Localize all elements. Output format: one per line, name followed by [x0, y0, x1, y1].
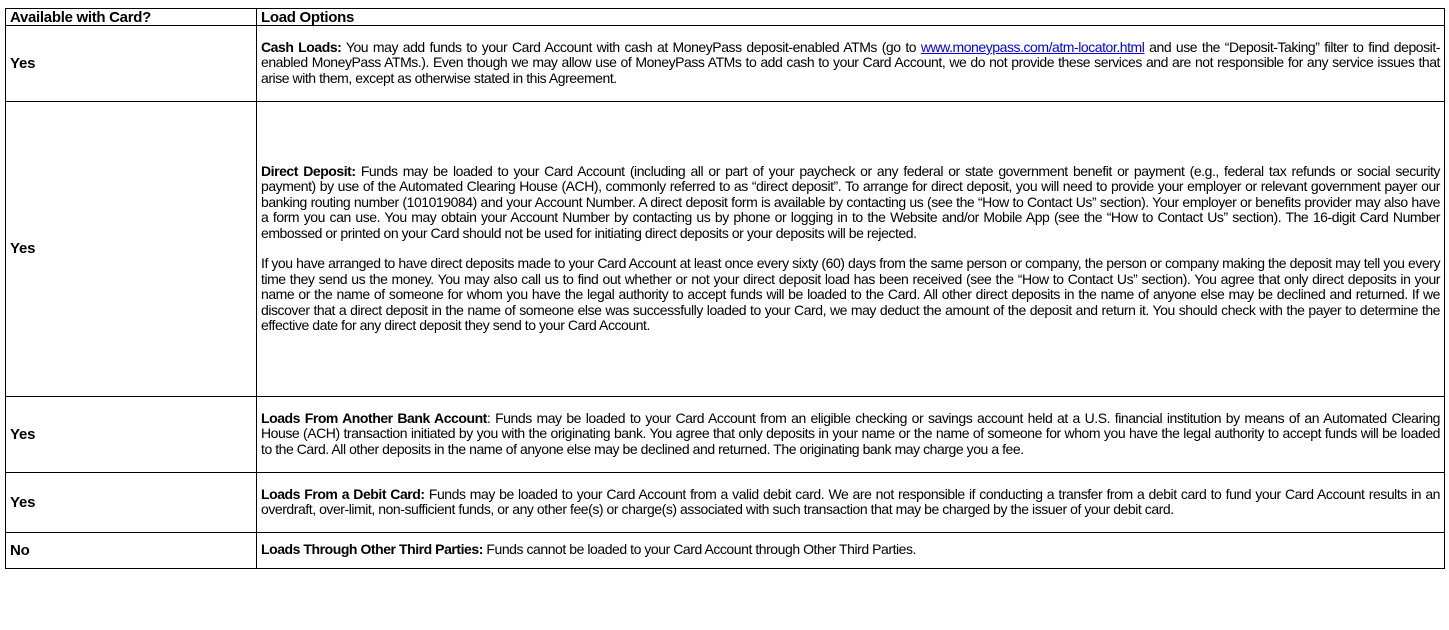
option-title: Loads From a Debit Card: [261, 485, 425, 502]
option-text: Funds cannot be loaded to your Card Account through Other Third Parties. [482, 541, 916, 558]
option-text: You may add funds to your Card Account with cash at MoneyPass deposit-enabled ATMs (go to [341, 38, 921, 55]
option-title: Direct Deposit: [261, 162, 356, 179]
option-text: : Funds may be loaded to your Card Account from an eligible checking or savings account held at a U.S. financial institution by means of an Automated Clearing House (ACH) transaction initiated by you with the originating bank. You agree that only deposits in your name or the name of someone for whom you have the legal authority to accept funds will be loaded to the Card. All other deposits in the name of anyone else may be declined and returned. The originating bank may charge you a fee. [261, 409, 1441, 457]
table-row-third-parties [6, 533, 1445, 569]
option-title: Loads Through Other Third Parties: [261, 541, 483, 558]
option-cell-debit-card [257, 473, 1445, 533]
moneypass-atm-locator-link[interactable]: www.moneypass.com/atm-locator.html [920, 38, 1145, 55]
table-row-bank-account [6, 397, 1445, 473]
option-cell-bank-account [257, 397, 1445, 473]
header-load-options: Load Options [257, 9, 1445, 26]
availability-cell: Yes [6, 473, 257, 533]
option-paragraph [261, 40, 1440, 87]
option-title: Loads From Another Bank Account [261, 409, 487, 426]
availability-cell: Yes [6, 26, 257, 102]
option-paragraph [261, 487, 1440, 518]
option-text-continued: and use the “Deposit-Taking” filter to find deposit-enabled MoneyPass ATMs.). Even though we may allow use of MoneyPass ATMs to add cash to your Card Account, we do not provide these services and are not responsible for any service issues that arise with them, except as otherwise stated in this Agreement. [261, 38, 1440, 86]
table-row-direct-deposit [6, 102, 1445, 397]
option-cell-third-parties [257, 533, 1445, 569]
option-text: Funds may be loaded to your Card Account from a valid debit card. We are not responsible if conducting a transfer from a debit card to fund your Card Account results in an overdraft, over-limit, non-sufficient funds, or any other fee(s) or charge(s) associated with such transaction that may be charged by the issuer of your debit card. [261, 485, 1441, 517]
header-available: Available with Card? [6, 9, 257, 26]
option-paragraph [261, 411, 1440, 458]
table-row-cash-loads [6, 26, 1445, 102]
option-paragraph-second: If you have arranged to have direct deposits made to your Card Account at least once every sixty (60) days from the same person or company, the person or company making the deposit may tell you every time they send us the money. You may also call us to find out whether or not your direct deposit load has been received (see the “How to Contact Us” section). You agree that only direct deposits in your name or the name of someone for whom you have the legal authority to accept funds will be loaded to the Card. All other direct deposits in the name of anyone else may be declined and returned. If we discover that a direct deposit in the name of someone else was successfully loaded to your Card, we may deduct the amount of the deposit and return it. You should check with the payer to determine the effective date for any direct deposit they send to your Card Account. [261, 255, 1440, 333]
option-paragraph [261, 164, 1440, 242]
option-cell-direct-deposit [257, 102, 1445, 397]
option-cell-cash-loads [257, 26, 1445, 102]
table-row-debit-card [6, 473, 1445, 533]
option-text: Funds may be loaded to your Card Account (including all or part of your paycheck or any federal or state government benefit or payment (e.g., federal tax refunds or social security payment) by use of the Automated Clearing House (ACH), commonly referred to as “direct deposit”. To arrange for direct deposit, you will need to provide your employer or relevant government payer our banking routing number (101019084) and your Account Number. A direct deposit form is available by contacting us (see the “How to Contact Us” section). Your employer or benefits provider may also have a form you can use. You may obtain your Account Number by contacting us by phone or logging in to the Website and/or Mobile App (see the “How to Contact Us” section). The 16-digit Card Number embossed or printed on your Card should not be used for initiating direct deposits or your deposits will be rejected. [261, 162, 1440, 241]
availability-cell: Yes [6, 102, 257, 397]
option-paragraph [261, 542, 1440, 558]
option-title: Cash Loads: [261, 38, 342, 55]
availability-cell: Yes [6, 397, 257, 473]
availability-cell: No [6, 533, 257, 569]
load-options-table [5, 8, 1445, 569]
table-header-row [6, 9, 1445, 26]
